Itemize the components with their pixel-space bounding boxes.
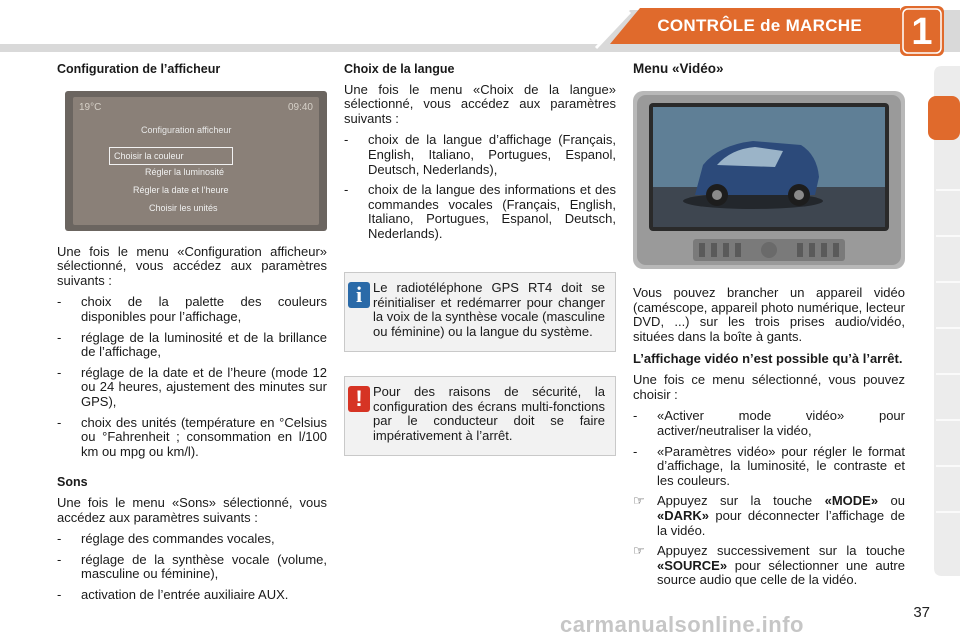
list-item: - réglage de la date et de l’heure (mode 12 ou 24 heures, ajustement des minutes sur GPS), bbox=[57, 364, 327, 409]
list-item: - réglage de la synthèse vocale (volume, masculine ou féminine), bbox=[57, 551, 327, 582]
screen-item-brightness: Régler la luminosité bbox=[145, 166, 225, 177]
language-intro: Une fois le menu «Choix de la langue» sélectionné, vous accédez aux paramètres suivants : bbox=[344, 81, 616, 126]
info-note bbox=[344, 272, 616, 352]
screen-status-bar bbox=[79, 101, 313, 116]
video-screen-photo bbox=[633, 91, 905, 269]
screen-item-color: Choisir la couleur bbox=[109, 147, 233, 166]
list-item: - «Paramètres vidéo» pour régler le format d’affichage, la luminosité, le contraste et les couleurs. bbox=[633, 443, 905, 488]
screen-item-datetime: Régler la date et l’heure bbox=[133, 184, 229, 195]
column-language bbox=[344, 62, 616, 248]
source-key-label: «SOURCE» bbox=[657, 557, 728, 573]
sons-intro: Une fois le menu «Sons» sélectionné, vous accédez aux paramètres suivants : bbox=[57, 494, 327, 525]
display-config-intro: Une fois le menu «Configuration afficheur» sélectionné, vous accédez aux paramètres suivants : bbox=[57, 243, 327, 288]
warning-icon: ! bbox=[348, 386, 370, 412]
video-list bbox=[633, 409, 905, 588]
pointing-hand-icon: ☞ bbox=[633, 543, 645, 559]
warning-note-text: Pour des raisons de sécurité, la configuration des écrans multi-fonctions par le conducteur doit se faire impérativement à l’arrêt. bbox=[373, 384, 605, 443]
list-item: - réglage de la luminosité et de la brillance de l’affichage, bbox=[57, 329, 327, 360]
list-item: - réglage des commandes vocales, bbox=[57, 531, 275, 547]
action-item-source: ☞ Appuyez successivement sur la touche «SOURCE» pour sélectionner une autre source audio que celle de la vidéo. bbox=[633, 543, 905, 588]
info-note-text: Le radiotéléphone GPS RT4 doit se réinitialiser et redémarrer pour changer la voix de la synthèse vocale (masculine ou féminine) ou la langue du système. bbox=[373, 280, 605, 339]
video-intro: Vous pouvez brancher un appareil vidéo (caméscope, appareil photo numérique, lecteur DVD, ...) sur les trois prises audio/vidéo, situées dans la boîte à gants. bbox=[633, 285, 905, 344]
page-number: 37 bbox=[913, 604, 930, 621]
side-tabs bbox=[928, 66, 960, 576]
list-item: - choix de la langue des informations et des commandes vocales (Français, English, Italiano, Portugues, Espanol, Deutsch, Nederlands). bbox=[344, 182, 616, 241]
display-config-heading: Configuration de l’afficheur bbox=[57, 62, 221, 76]
pointing-hand-icon: ☞ bbox=[633, 493, 645, 509]
mode-key-label: «MODE» bbox=[824, 493, 879, 509]
chapter-title: CONTRÔLE de MARCHE bbox=[657, 16, 862, 35]
sons-heading: Sons bbox=[57, 475, 88, 490]
screen-clock: 09:40 bbox=[287, 101, 313, 113]
screen-item-units: Choisir les unités bbox=[149, 202, 218, 213]
screen-temperature: 19°C bbox=[79, 101, 102, 113]
screen-display bbox=[73, 97, 319, 225]
action-item-mode: ☞ Appuyez sur la touche «MODE» ou «DARK» pour déconnecter l’affichage de la vidéo. bbox=[633, 493, 906, 538]
sons-list bbox=[57, 532, 327, 602]
video-warning-line: L’affichage vidéo n’est possible qu’à l’arrêt. bbox=[633, 350, 903, 366]
warning-note bbox=[344, 376, 616, 456]
list-item: - «Activer mode vidéo» pour activer/neutraliser la vidéo, bbox=[633, 408, 905, 438]
list-item: - choix des unités (température en °Celsius ou °Fahrenheit ; consommation en l/100 km ou mpg ou km/l). bbox=[57, 414, 327, 459]
list-item: - choix de la palette des couleurs disponibles pour l’affichage, bbox=[57, 294, 327, 324]
watermark: carmanualsonline.info bbox=[560, 612, 804, 637]
column-video-menu bbox=[633, 62, 905, 594]
chapter-number: 1 bbox=[911, 11, 933, 53]
dark-key-label: «DARK» bbox=[657, 507, 710, 523]
language-heading: Choix de la langue bbox=[344, 62, 455, 76]
info-icon: i bbox=[348, 282, 370, 308]
display-config-screen-photo bbox=[65, 91, 327, 231]
list-item: - activation de l’entrée auxiliaire AUX. bbox=[57, 586, 289, 602]
language-list bbox=[344, 133, 616, 241]
video-menu-heading: Menu «Vidéo» bbox=[633, 61, 724, 76]
screen-menu-title: Configuration afficheur bbox=[141, 124, 232, 135]
column-display-config bbox=[57, 62, 327, 608]
display-config-list bbox=[57, 295, 327, 459]
list-item: - choix de la langue d’affichage (Français, English, Italiano, Portugues, Espanol, Deutsch, Nederlands), bbox=[344, 132, 616, 177]
video-intro-2: Une fois ce menu sélectionné, vous pouvez choisir : bbox=[633, 372, 905, 402]
